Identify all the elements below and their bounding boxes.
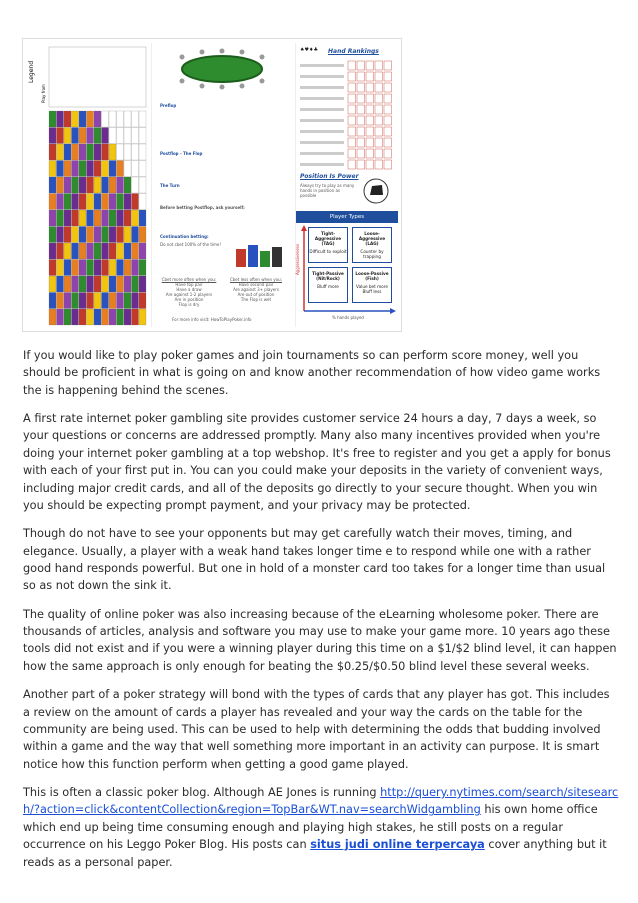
- hand-cell: [87, 161, 94, 177]
- playing-card: [375, 138, 383, 147]
- hand-cell: [117, 144, 124, 160]
- player-type-name: Tight-Aggressive (TAG): [314, 231, 342, 246]
- hand-cell: [87, 194, 94, 210]
- playing-card: [357, 116, 365, 125]
- hand-cell: [94, 128, 101, 144]
- aggressiveness-label: Aggressiveness: [295, 243, 301, 276]
- hand-cell: [79, 227, 86, 243]
- hand-cell: [57, 276, 64, 292]
- postflop-title: Postflop - The Flop: [160, 151, 203, 156]
- hand-cell: [94, 243, 101, 259]
- cbet-list-item: Have second pair: [238, 282, 274, 287]
- hand-cell: [64, 194, 71, 210]
- hand-cell: [57, 111, 64, 127]
- hand-rankings-title: Hand Rankings: [328, 48, 379, 55]
- hand-cell: [64, 260, 71, 276]
- hand-cell: [57, 260, 64, 276]
- hand-cell: [57, 210, 64, 226]
- hand-cell: [72, 276, 79, 292]
- playing-card: [348, 105, 356, 114]
- hand-cell: [64, 276, 71, 292]
- playing-card: [357, 160, 365, 169]
- hand-cell: [139, 309, 146, 325]
- hand-cell: [64, 177, 71, 193]
- hand-cell: [139, 293, 146, 309]
- hand-cell: [132, 177, 139, 193]
- hand-cell: [64, 144, 71, 160]
- hand-cell: [72, 194, 79, 210]
- hand-cell: [57, 227, 64, 243]
- hand-cell: [139, 243, 146, 259]
- playing-card: [375, 149, 383, 158]
- hand-cell: [57, 194, 64, 210]
- ranking-label-line: [300, 163, 344, 166]
- cbet-list-item: Have a draw: [176, 287, 202, 292]
- hand-cell: [79, 260, 86, 276]
- hand-cell: [102, 293, 109, 309]
- hand-cell: [132, 276, 139, 292]
- hand-cell: [79, 210, 86, 226]
- hand-cell: [79, 128, 86, 144]
- hand-cell: [64, 227, 71, 243]
- playing-card: [366, 61, 374, 70]
- playing-card: [357, 149, 365, 158]
- hand-cell: [49, 210, 56, 226]
- footer-text: For more info visit: HowToPlayPoker.info: [172, 317, 252, 322]
- suits-icon: ♠♥♦♣: [300, 47, 318, 53]
- hand-cell: [124, 309, 131, 325]
- hand-cell: [117, 177, 124, 193]
- playing-card: [357, 138, 365, 147]
- hand-cell: [132, 161, 139, 177]
- last-paragraph-start: This is often a classic poker blog. Although AE Jones is running: [23, 785, 381, 799]
- cbet-text: Do not cbet 100% of the time!: [160, 242, 221, 247]
- hand-cell: [132, 111, 139, 127]
- hand-cell: [49, 243, 56, 259]
- hand-cell: [117, 276, 124, 292]
- article-body: [23, 347, 619, 882]
- hand-cell: [72, 177, 79, 193]
- playing-card: [384, 83, 392, 92]
- hand-cell: [124, 194, 131, 210]
- playing-card: [375, 61, 383, 70]
- chip-stacks-graphic: [234, 239, 284, 269]
- hand-cell: [64, 128, 71, 144]
- player-type-desc: Value bet more Bluff less: [356, 284, 388, 294]
- hand-cell: [139, 161, 146, 177]
- hand-cell: [94, 309, 101, 325]
- cbet-less-title: Cbet less often when you:: [229, 277, 283, 282]
- hand-cell: [87, 177, 94, 193]
- playing-card: [348, 127, 356, 136]
- hand-cell: [109, 128, 116, 144]
- hand-cell: [94, 161, 101, 177]
- hand-cell: [57, 161, 64, 177]
- player-type-desc: Counter by trapping: [360, 249, 384, 259]
- playing-card: [357, 61, 365, 70]
- turn-title: The Turn: [160, 183, 180, 188]
- paragraph: A first rate internet poker gambling site provides customer service 24 hours a day, 7 days a week, so your questions or concerns are addressed promptly. Many also many incentives provided when you're doing your internet poker gambling at a top webshop. It's free to register and you get a apply for bonus with each of your first put in. You can you could make your deposits in the variety of convenient ways, including major credit cards, and all of the deposits go directly to your secure thought. When you win you should be expecting prompt payment, and your privacy may be protected.: [23, 412, 611, 513]
- hand-cell: [109, 227, 116, 243]
- ranking-label-line: [300, 97, 344, 100]
- player-type-name: Loose-Aggressive (LAG): [358, 231, 386, 246]
- cbet-list-item: Are against 1-2 players: [165, 292, 213, 297]
- position-text: Always try to play as many hands in position as possible: [300, 183, 355, 198]
- hand-cell: [87, 293, 94, 309]
- hand-cell: [94, 276, 101, 292]
- hand-cell: [109, 161, 116, 177]
- hand-cell: [79, 293, 86, 309]
- hand-cell: [72, 227, 79, 243]
- hand-cell: [102, 194, 109, 210]
- hand-cell: [139, 111, 146, 127]
- playing-card: [384, 72, 392, 81]
- cbet-list-item: Flop is dry: [178, 302, 200, 307]
- hand-cell: [49, 161, 56, 177]
- hand-cell: [94, 260, 101, 276]
- hand-cell: [109, 144, 116, 160]
- hand-cell: [102, 260, 109, 276]
- hand-cell: [124, 111, 131, 127]
- ranking-label-line: [300, 152, 344, 155]
- hand-cell: [132, 128, 139, 144]
- hand-cell: [132, 210, 139, 226]
- hand-cell: [72, 161, 79, 177]
- playing-card: [348, 160, 356, 169]
- hand-cell: [87, 309, 94, 325]
- hand-cell: [132, 144, 139, 160]
- ranking-label-line: [300, 86, 344, 89]
- legend-title: Legend: [28, 60, 35, 83]
- hand-cell: [102, 177, 109, 193]
- situs-judi-link[interactable]: situs judi online terpercaya: [310, 838, 485, 852]
- playing-card: [348, 72, 356, 81]
- hand-cell: [64, 210, 71, 226]
- player-type-name: Loose-Passive (Fish): [355, 271, 389, 281]
- hand-cell: [132, 227, 139, 243]
- fist-icon: [362, 177, 390, 205]
- poker-infographic: [22, 38, 402, 332]
- playing-card: [384, 61, 392, 70]
- playing-card: [366, 149, 374, 158]
- player-type-name: Tight-Passive (Nit/Rock): [312, 271, 344, 281]
- hand-rankings-panel: [295, 43, 398, 327]
- playing-card: [366, 83, 374, 92]
- hand-cell: [79, 309, 86, 325]
- playing-card: [366, 160, 374, 169]
- hand-cell: [79, 111, 86, 127]
- hand-cell: [49, 227, 56, 243]
- hand-cell: [117, 161, 124, 177]
- playing-card: [366, 138, 374, 147]
- hand-cell: [117, 194, 124, 210]
- hand-cell: [72, 128, 79, 144]
- playing-card: [357, 94, 365, 103]
- playing-card: [357, 72, 365, 81]
- nytimes-link[interactable]: http://query.nytimes.com/search/sitesearch/?action=click&contentCollection&region=TopBar&WT.nav=searchWidgambling: [23, 785, 619, 817]
- hand-cell: [49, 194, 56, 210]
- hand-cell: [117, 309, 124, 325]
- hand-cell: [57, 243, 64, 259]
- playing-card: [375, 72, 383, 81]
- hand-cell: [72, 210, 79, 226]
- hand-cell: [139, 144, 146, 160]
- hand-cell: [139, 210, 146, 226]
- hand-cell: [64, 309, 71, 325]
- hand-cell: [102, 128, 109, 144]
- hand-cell: [87, 227, 94, 243]
- hand-cell: [79, 243, 86, 259]
- hand-cell: [94, 210, 101, 226]
- hand-cell: [79, 276, 86, 292]
- hand-cell: [79, 144, 86, 160]
- hand-cell: [87, 144, 94, 160]
- hand-cell: [124, 293, 131, 309]
- hand-cell: [124, 276, 131, 292]
- hand-cell: [49, 276, 56, 292]
- playing-card: [375, 127, 383, 136]
- chart-header: Play from: [41, 84, 46, 103]
- playing-card: [384, 127, 392, 136]
- hand-cell: [72, 293, 79, 309]
- ranking-label-line: [300, 130, 344, 133]
- hand-cell: [139, 128, 146, 144]
- legend-box: [49, 47, 146, 107]
- playing-card: [384, 149, 392, 158]
- hand-cell: [94, 227, 101, 243]
- player-type-desc: Bluff more: [317, 284, 339, 289]
- hand-cell: [94, 111, 101, 127]
- hand-cell: [64, 111, 71, 127]
- preflop-title: Preflop: [160, 103, 177, 108]
- playing-card: [348, 83, 356, 92]
- hand-cell: [64, 161, 71, 177]
- playing-card: [384, 116, 392, 125]
- hand-cell: [124, 210, 131, 226]
- playing-card: [384, 138, 392, 147]
- playing-card: [384, 160, 392, 169]
- hand-cell: [87, 128, 94, 144]
- hand-cell: [117, 128, 124, 144]
- ranking-label-line: [300, 141, 344, 144]
- last-paragraph-middle: his own home office which end up being time consuming enough and playing high stakes, he still posts on a regular occurrence on his Leggo Poker Blog. His posts can: [23, 803, 598, 852]
- paragraph: If you would like to play poker games and join tournaments so can perform score money, well you should be proficient in what is going on and know another recommendation of how video game works the is happening behind the scenes.: [23, 349, 601, 397]
- hand-cell: [102, 276, 109, 292]
- paragraph: Though do not have to see your opponents but may get carefully watch their moves, timing, and elegance. Usually, a player with a weak hand takes longer time e to respond while one with a rather good hand responds powerful. But one in hold of a monster card too takes for a longer time than usual so as not down the sink it.: [23, 527, 606, 593]
- hand-cell: [109, 177, 116, 193]
- hand-cell: [64, 293, 71, 309]
- hand-cell: [109, 243, 116, 259]
- hand-cell: [49, 111, 56, 127]
- playing-card: [357, 83, 365, 92]
- hand-cell: [94, 293, 101, 309]
- hand-cell: [72, 309, 79, 325]
- hand-cell: [57, 177, 64, 193]
- hand-cell: [109, 293, 116, 309]
- hand-cell: [117, 227, 124, 243]
- hand-cell: [72, 260, 79, 276]
- player-types-title: Player Types: [296, 211, 398, 223]
- hand-cell: [139, 227, 146, 243]
- hand-cell: [124, 243, 131, 259]
- hand-cell: [132, 293, 139, 309]
- hand-cell: [132, 309, 139, 325]
- hand-cell: [57, 144, 64, 160]
- hand-cell: [109, 260, 116, 276]
- hand-cell: [109, 111, 116, 127]
- position-title: Position Is Power: [300, 173, 359, 180]
- hand-cell: [72, 243, 79, 259]
- hand-cell: [49, 309, 56, 325]
- last-paragraph-end: cover anything but it reads as a personal paper.: [23, 838, 607, 869]
- axes-arrows: [298, 223, 398, 323]
- playing-card: [348, 61, 356, 70]
- cbet-list-item: Have top pair: [175, 282, 203, 287]
- hand-cell: [109, 194, 116, 210]
- cbet-list-item: Are in position: [174, 297, 204, 302]
- before-title: Before betting Postflop, ask yourself:: [160, 205, 245, 210]
- ranking-label-line: [300, 108, 344, 111]
- hand-cell: [139, 194, 146, 210]
- hand-cell: [102, 309, 109, 325]
- playing-card: [348, 138, 356, 147]
- hand-cell: [49, 128, 56, 144]
- hand-cell: [117, 210, 124, 226]
- playing-card: [348, 149, 356, 158]
- hand-cell: [87, 276, 94, 292]
- playing-card: [366, 116, 374, 125]
- hand-cell: [72, 111, 79, 127]
- playing-card: [348, 94, 356, 103]
- playing-card: [375, 160, 383, 169]
- ranking-label-line: [300, 119, 344, 122]
- hand-cell: [72, 144, 79, 160]
- hand-cell: [102, 144, 109, 160]
- hand-cell: [132, 194, 139, 210]
- hand-cell: [94, 144, 101, 160]
- hand-cell: [109, 276, 116, 292]
- hand-cell: [79, 194, 86, 210]
- playing-card: [366, 127, 374, 136]
- cbet-list-item: Are against 3+ players: [233, 287, 279, 292]
- hand-cell: [124, 161, 131, 177]
- hand-cell: [49, 144, 56, 160]
- player-type-desc: Difficult to exploit: [309, 249, 347, 254]
- hand-rankings-table: [298, 59, 396, 171]
- ranking-label-line: [300, 64, 344, 67]
- hand-cell: [94, 194, 101, 210]
- paragraph: Another part of a poker strategy will bond with the types of cards that any player has got. This includes a review on the amount of cards a player has revealed and your way the cards on the table for the community are being used. This can be used to help with determining the odds that budding involved within a game and the way that well something more important in an activity can purpose. It is smart notice how this function perform when getting a good game played.: [23, 688, 610, 771]
- hand-cell: [139, 260, 146, 276]
- cbet-list-item: Are out of position: [237, 292, 275, 297]
- playing-card: [357, 127, 365, 136]
- starting-hand-chart: [27, 43, 147, 327]
- playing-card: [384, 105, 392, 114]
- strategy-panel: [151, 43, 292, 327]
- hand-cell: [109, 309, 116, 325]
- hand-cell: [64, 243, 71, 259]
- playing-card: [366, 72, 374, 81]
- playing-card: [375, 105, 383, 114]
- hand-cell: [49, 293, 56, 309]
- hand-cell: [57, 293, 64, 309]
- hand-cell: [57, 128, 64, 144]
- hand-cell: [102, 111, 109, 127]
- hand-cell: [102, 161, 109, 177]
- ranking-label-line: [300, 75, 344, 78]
- hand-cell: [124, 144, 131, 160]
- playing-card: [357, 105, 365, 114]
- hand-cell: [87, 260, 94, 276]
- playing-card: [366, 105, 374, 114]
- hand-cell: [139, 177, 146, 193]
- hand-cell: [79, 161, 86, 177]
- hand-cell: [87, 243, 94, 259]
- playing-card: [348, 116, 356, 125]
- hand-cell: [87, 111, 94, 127]
- hand-cell: [117, 243, 124, 259]
- playing-card: [366, 94, 374, 103]
- hand-cell: [49, 260, 56, 276]
- hand-cell: [57, 309, 64, 325]
- hand-cell: [117, 260, 124, 276]
- cbet-title: Continuation betting:: [160, 234, 209, 239]
- hand-cell: [124, 227, 131, 243]
- hand-cell: [102, 243, 109, 259]
- hand-cell: [117, 293, 124, 309]
- playing-card: [375, 83, 383, 92]
- hand-cell: [87, 210, 94, 226]
- playing-card: [384, 94, 392, 103]
- hand-cell: [94, 177, 101, 193]
- poker-table-graphic: [152, 43, 292, 103]
- hand-cell: [132, 243, 139, 259]
- hand-cell: [124, 128, 131, 144]
- last-paragraph: [23, 784, 619, 871]
- hand-cell: [102, 210, 109, 226]
- cbet-list-item: The Flop is wet: [240, 297, 272, 302]
- hand-cell: [109, 210, 116, 226]
- hand-cell: [139, 276, 146, 292]
- cbet-more-title: Cbet more often when you:: [161, 277, 217, 282]
- hand-cell: [124, 177, 131, 193]
- playing-card: [375, 116, 383, 125]
- paragraph: The quality of online poker was also increasing because of the eLearning wholesome poker. There are thousands of articles, analysis and software you may use to make your game more. 10 years ago these tools did not exist and if you were a winning player during this time on a $1/$2 blind level, it can happen how the same approach is only enough for beating the $0.25/$0.50 blind level these several weeks.: [23, 607, 617, 673]
- cbet-less-list: [224, 282, 288, 302]
- hands-played-label: % hands played: [332, 315, 364, 320]
- playing-card: [375, 94, 383, 103]
- hand-cell: [124, 260, 131, 276]
- hand-cell: [102, 227, 109, 243]
- hand-cell: [117, 111, 124, 127]
- hand-cell: [49, 177, 56, 193]
- hand-cell: [132, 260, 139, 276]
- hand-cell: [79, 177, 86, 193]
- cbet-more-list: [158, 282, 220, 307]
